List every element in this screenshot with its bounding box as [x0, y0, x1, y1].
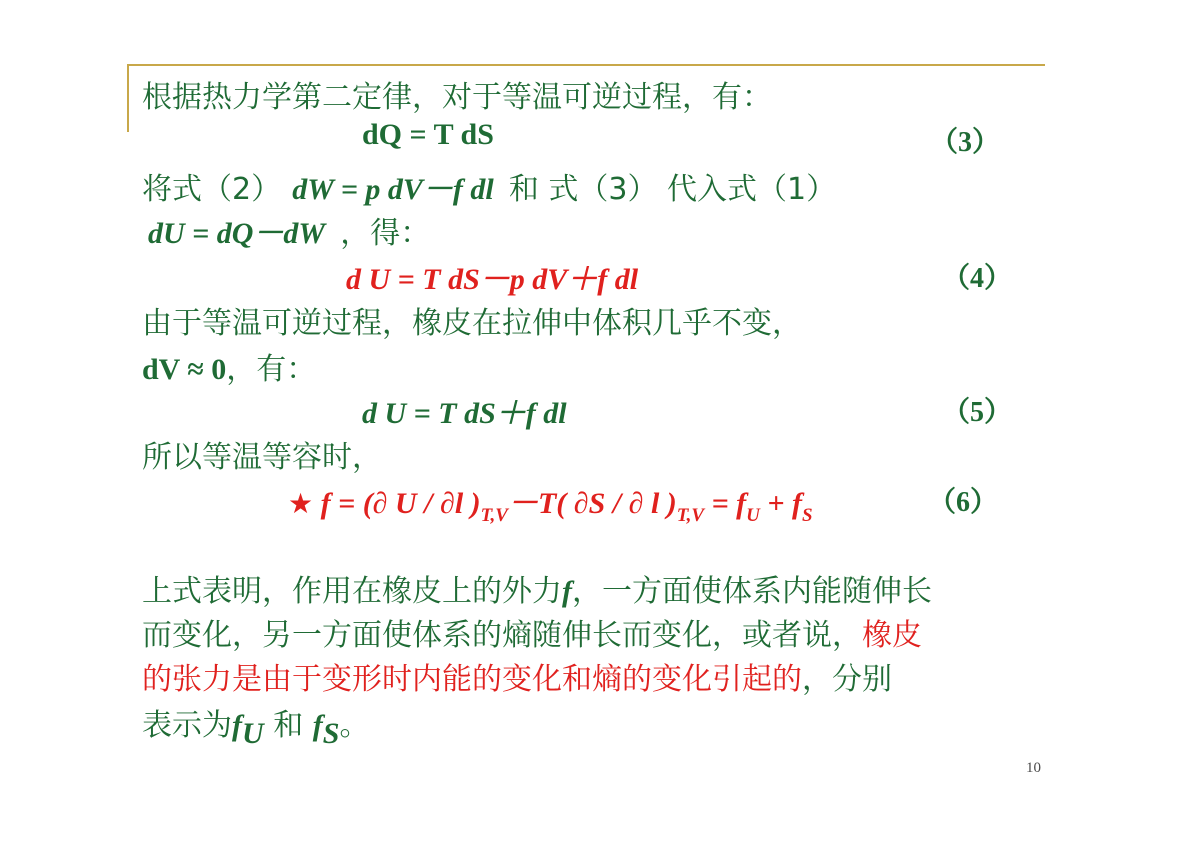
intro-line: 根据热力学第二定律，对于等温可逆过程，有： [142, 80, 772, 115]
fs-subscript: S [322, 717, 340, 750]
star-icon: ★ [288, 487, 314, 520]
substitution-line-a: 将式（2） [142, 172, 282, 207]
paragraph-line-3a: 的张力是由于变形时内能的变化和熵的变化引起的 [142, 662, 802, 697]
volume-line-suffix: ，有： [226, 352, 317, 387]
force-symbol: f [562, 575, 572, 608]
equation-6 [288, 478, 813, 527]
equation-5-number: （5） [942, 397, 1013, 428]
equation-4: d U = T dS－p dV＋f dl [346, 263, 639, 296]
page-number: 10 [1026, 760, 1041, 776]
paragraph-line-3b: ，分别 [802, 662, 892, 697]
substitution-line [142, 164, 836, 208]
paragraph-line-1c: ，一方面使体系内能随伸长 [572, 574, 932, 609]
equation-6-number: （6） [928, 487, 999, 518]
equation-6-sub2: T,V [676, 505, 705, 526]
paragraph-line-2a: 而变化，另一方面使体系的熵随伸长而变化，或者说， [142, 618, 862, 653]
paragraph-line-2 [142, 610, 922, 654]
equation-4-number: （4） [942, 263, 1013, 294]
paragraph-line-1a: 上式表明，作用在橡皮上的外力 [142, 574, 562, 609]
volume-condition: dV ≈ 0 [142, 353, 227, 386]
paragraph-line-3 [142, 654, 892, 698]
frame-left-border [127, 64, 129, 132]
fu-symbol: f [232, 709, 242, 742]
paragraph-line-4 [142, 700, 369, 751]
equation-3-text: dQ = T dS [362, 118, 494, 151]
paragraph-line-1 [142, 566, 932, 610]
volume-line [142, 344, 316, 388]
work-equation: dW = p dV－f dl [292, 173, 494, 206]
fs-symbol: f [312, 709, 323, 742]
paragraph-line-2b: 橡皮 [862, 618, 922, 653]
equation-3 [362, 118, 494, 152]
equation-6-part3: = f [704, 487, 747, 520]
equation-3-number: （3） [930, 127, 1001, 158]
isothermal-line: 由于等温可逆过程，橡皮在拉伸中体积几乎不变， [142, 306, 802, 341]
first-law-equation: dU = dQ－dW [148, 217, 326, 250]
frame-top-border [127, 64, 1045, 66]
equation-6-sub3: U [746, 505, 760, 526]
paragraph-line-4g: 。 [339, 708, 370, 743]
first-law-line [148, 208, 430, 252]
equation-6-part1: f = (∂ U / ∂l ) [320, 487, 481, 520]
substitution-line-c: 和 式（3） 代入式（1） [508, 172, 837, 207]
equation-5: d U = T dS＋f dl [362, 397, 567, 430]
equation-6-sub4: S [802, 505, 813, 526]
fu-subscript: U [242, 717, 264, 750]
paragraph-line-4a: 表示为 [142, 708, 232, 743]
condition-line: 所以等温等容时， [142, 440, 382, 475]
equation-6-part4: + f [759, 487, 802, 520]
paragraph-line-4d: 和 [263, 708, 313, 743]
first-law-suffix: ，得： [340, 216, 431, 251]
equation-6-part2: －T( ∂S / ∂ l ) [507, 487, 677, 520]
equation-6-sub1: T,V [480, 505, 508, 526]
